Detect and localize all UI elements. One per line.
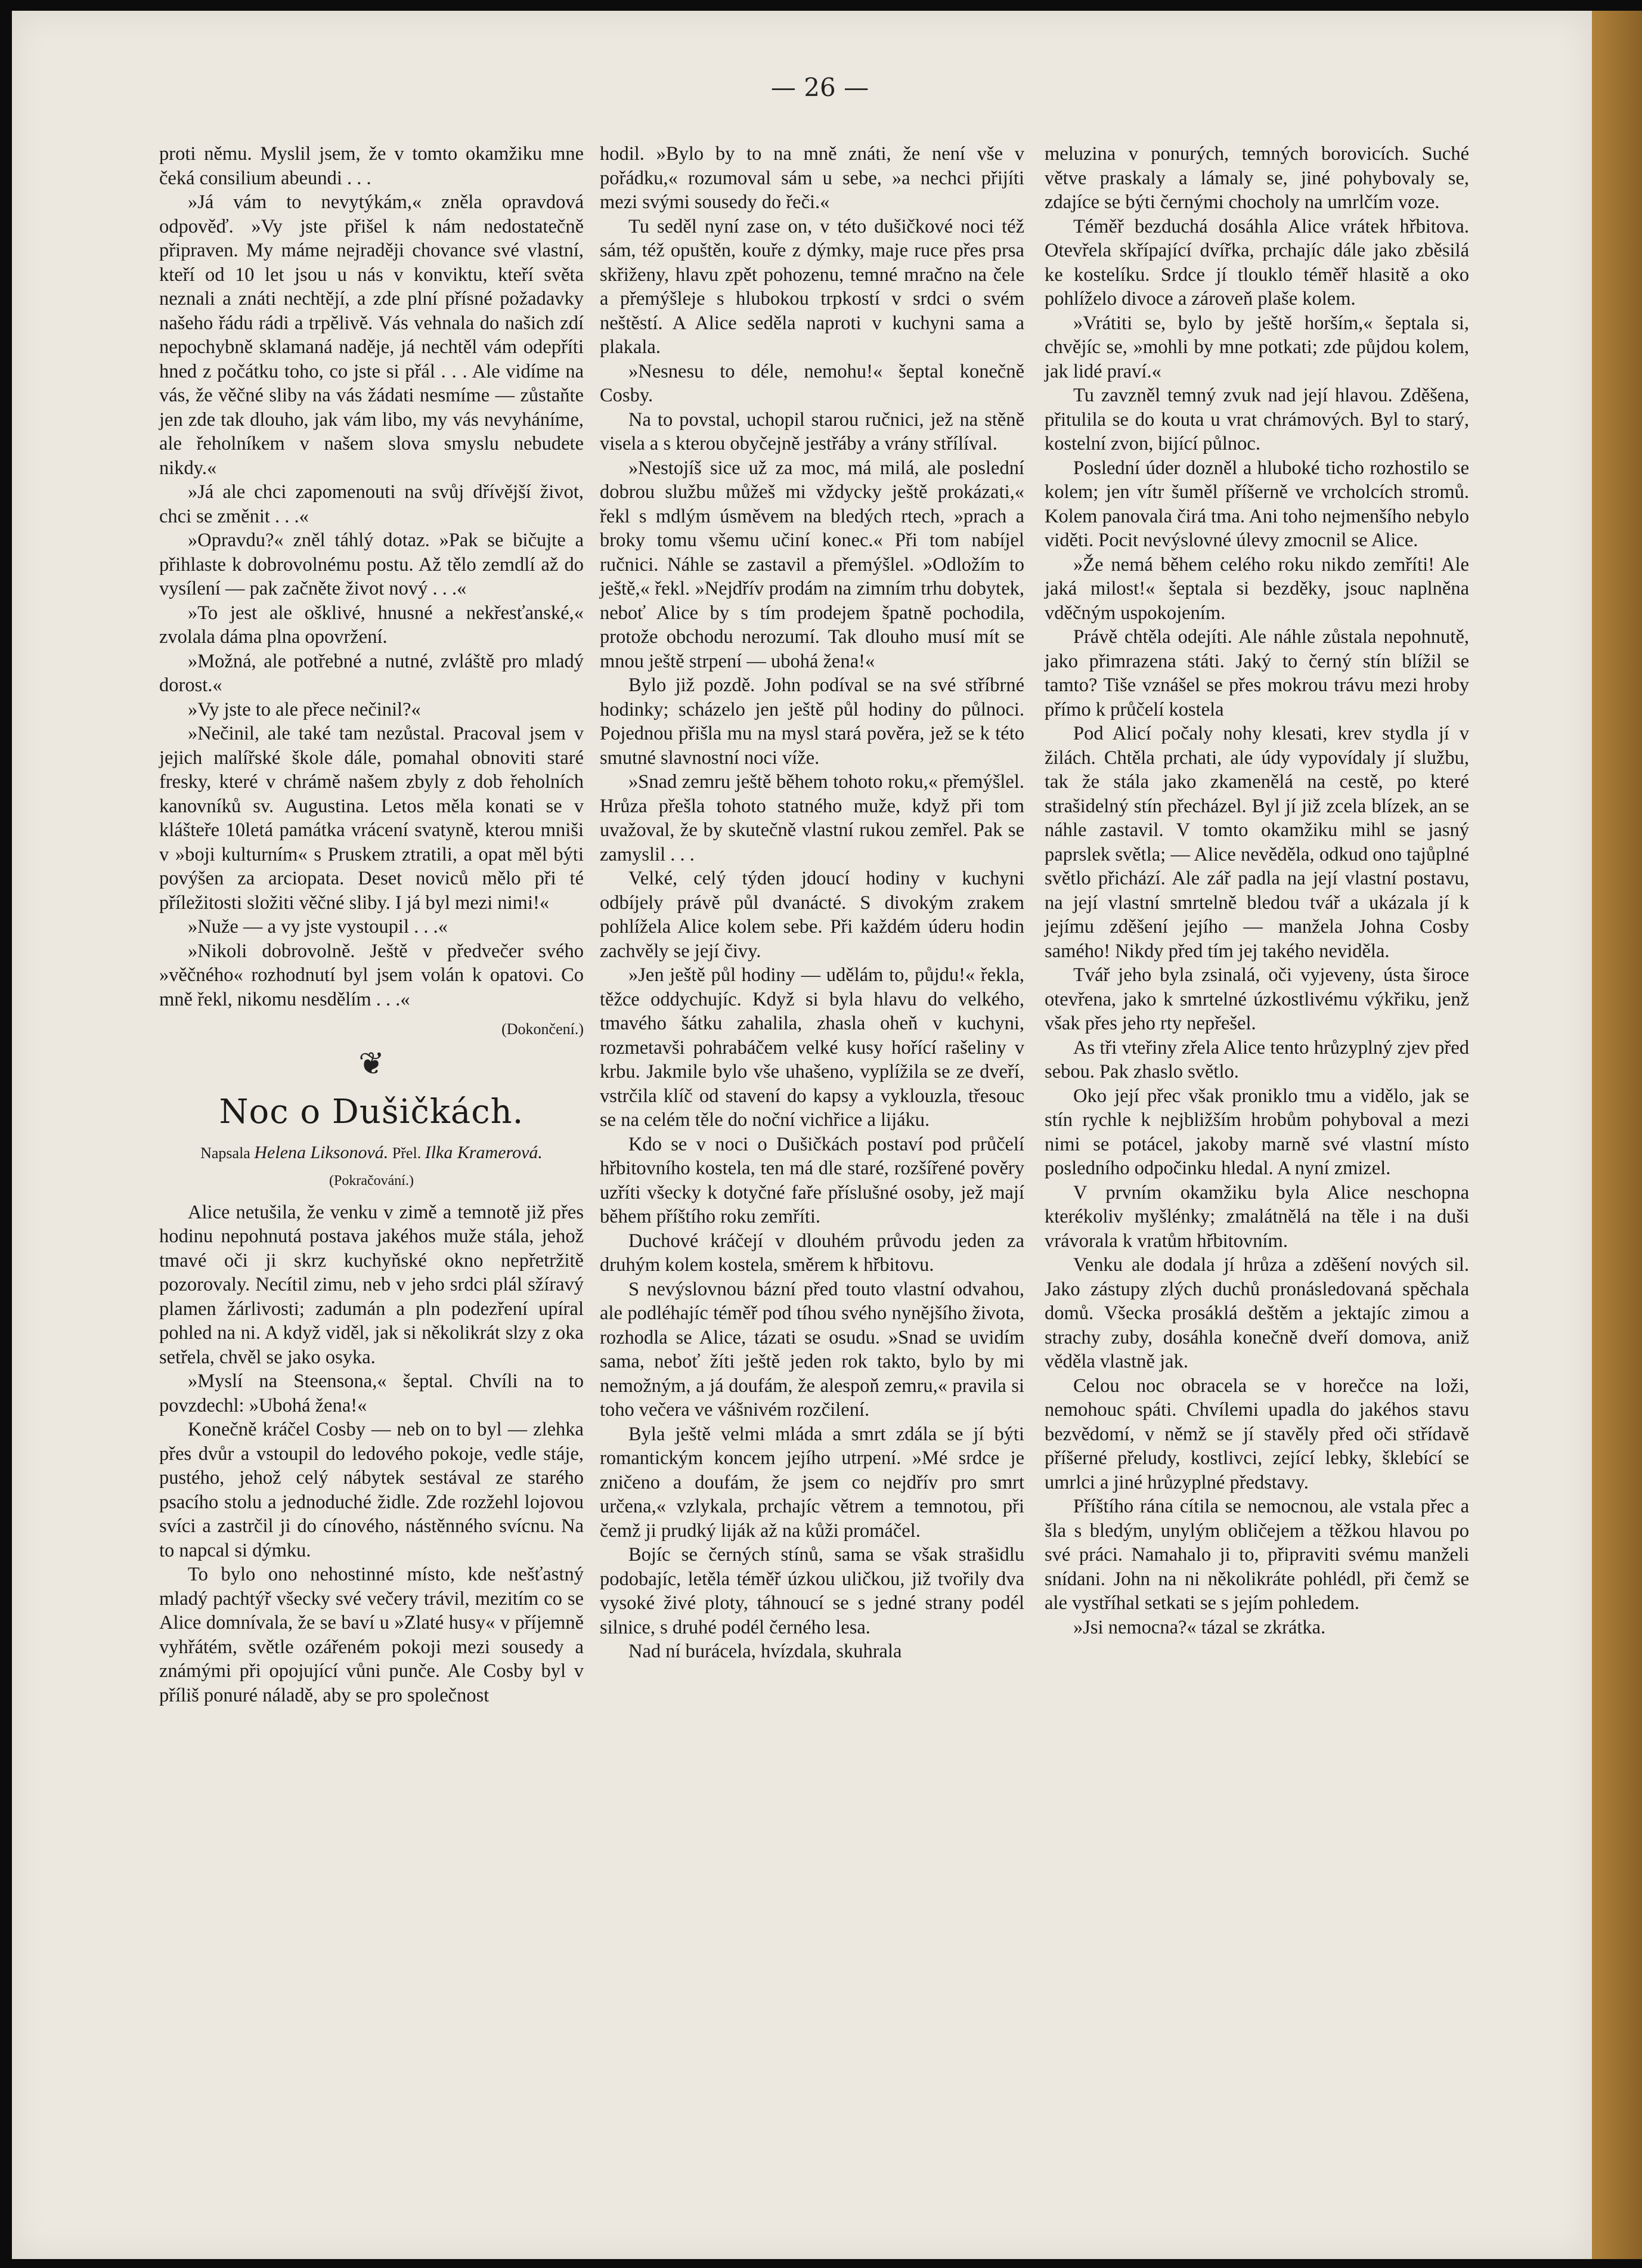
- paragraph: proti němu. Myslil jsem, že v tomto okamžiku mne čeká consilium abeundi . . .: [159, 143, 584, 189]
- paragraph: Celou noc obracela se v horečce na loži, nemohouc spáti. Chvílemi upadla do jakéhos stavu bezvědomí, v němž se jí stavěly před oči střídavě příšerné přeludy, kostlivci, zející lebky, šklebící se umrlci a jiné hrůzyplné představy.: [1045, 1375, 1469, 1493]
- paragraph: »Nečinil, ale také tam nezůstal. Pracoval jsem v jejich malířské škole dále, pomahal obnoviti staré fresky, které v chrámě našem zbyly z dob řeholních kanovníků sv. Augustina. Letos měla konati se v klášteře 10letá památka vrácení svatyně, kterou mniši v »boji kulturním« s Pruskem ztratili, a opat měl býti povýšen za arciopata. Deset noviců mělo při té příležitosti složiti věčné sliby. I já byl mezi nimi!«: [159, 723, 584, 914]
- paragraph: S nevýslovnou bázní před touto vlastní odvahou, ale podléhajíc téměř pod tíhou svého nynějšího života, rozhodla se Alice, tázati se osudu. »Snad se uvidím sama, neboť žíti ještě jeden rok takto, bylo by mi nemožným, a já doufám, že alespoň zemru,« pravila si toho večera ve vášnivém rozčilení.: [600, 1278, 1024, 1421]
- paragraph: Alice netušila, že venku v zimě a temnotě již přes hodinu nepohnutá postava jakéhos muže stála, jehož tmavé oči ji skrz kuchyňské okno nepřetržitě pozorovaly. Necítil zimu, neb v jeho srdci plál sžíravý plamen žárlivosti; zadumán a pln podezření upíral pohled na ni. A když viděl, jak si několikrát slzy z oka setřela, chvěl se jako osyka.: [159, 1201, 584, 1368]
- paragraph: »Myslí na Steensona,« šeptal. Chvíli na to povzdechl: »Ubohá žena!«: [159, 1370, 584, 1416]
- paragraph: »Nikoli dobrovolně. Ještě v předvečer svého »věčného« rozhodnutí byl jsem volán k opatovi. Co mně řekl, nikomu nesdělím . . .«: [159, 940, 584, 1010]
- author-name: Helena Liksonová.: [254, 1143, 389, 1162]
- paragraph: »Já ale chci zapomenouti na svůj dřívější život, chci se změnit . . .«: [159, 481, 584, 527]
- paragraph: »Možná, ale potřebné a nutné, zvláště pro mladý dorost.«: [159, 650, 584, 696]
- paragraph: »Nesnesu to déle, nemohu!« šeptal konečně Cosby.: [600, 360, 1024, 406]
- paragraph: V prvním okamžiku byla Alice neschopna kterékoliv myšlénky; zmalátnělá na těle i na duši vrávorala k vratům hřbitovním.: [1045, 1181, 1469, 1252]
- paragraph: Nad ní burácela, hvízdala, skuhrala: [628, 1641, 902, 1662]
- paragraph: Byla ještě velmi mláda a smrt zdála se jí býti romantickým koncem jejího utrpení. »Mé srdce je zničeno a doufám, že jsem co nejdřív pro smrt určena,« vzlykala, prchajíc větrem a temnotou, při čemž ji prudký liják až na kůži promáčel.: [600, 1423, 1024, 1542]
- paragraph: Tvář jeho byla zsinalá, oči vyjeveny, ústa široce otevřena, jako k smrtelné úzkostlivému výkřiku, jenž však přes jeho rty nepřešel.: [1045, 964, 1469, 1034]
- paragraph: meluzina v ponurých, temných borovicích. Suché větve praskaly a lámaly se, jiné pohybovaly se, zdajíce se býti černými chocholy na umrlčím voze.: [1045, 143, 1469, 213]
- byline: [159, 1142, 584, 1164]
- paragraph: »Že nemá během celého roku nikdo zemříti! Ale jaká milost!« šeptala si bezděky, jsouc naplněna vděčným uspokojením.: [1045, 553, 1469, 624]
- paragraph: »Vy jste to ale přece nečinil?«: [188, 698, 421, 720]
- paragraph: »Vrátiti se, bylo by ještě horším,« šeptala si, chvějíc se, »mohli by mne potkati; zde půjdou kolem, jak lidé praví.«: [1045, 312, 1469, 382]
- paragraph: Pod Alicí počaly nohy klesati, krev stydla jí v žilách. Chtěla prchati, ale údy vypovídaly jí službu, tak že stála jako zkamenělá na cestě, po které strašidelný stín přecházel. Byl jí již zcela blízek, an se náhle zastavil. V tomto okamžiku mihl se jasný paprslek světla; — Alice nevěděla, odkud ono tajůplné světlo přichází. Ale zář padla na její vlastní postavu, na její vlastní smrtelně bledou tvář a ukázala jí k jejímu zděšení jejího — manžela Johna Cosby samého! Nikdy před tím jej takého neviděla.: [1045, 723, 1469, 962]
- paragraph: Bylo již pozdě. John podíval se na své stříbrné hodinky; scházelo jen ještě půl hodiny do půlnoci. Pojednou přišla mu na mysl stará pověra, jež se k této smutné slavnostní noci víže.: [600, 674, 1024, 769]
- byline-translation: Přel.: [392, 1144, 422, 1162]
- paragraph: hodil. »Bylo by to na mně znáti, že není vše v pořádku,« rozumoval sám u sebe, »a nechci přijíti mezi svými sousedy do řeči.«: [600, 143, 1024, 213]
- paragraph: Téměř bezduchá dosáhla Alice vrátek hřbitova. Otevřela skřípající dvířka, prchajíc dále jako zběsilá ke kostelíku. Srdce jí tlouklo téměř hlasitě a oko pohlíželo divoce a zároveň plaše kolem.: [1045, 215, 1469, 310]
- paragraph: Tu seděl nyní zase on, v této dušičkové noci též sám, též opuštěn, kouře z dýmky, maje ruce přes prsa skřiženy, hlavu zpět pohozenu, temné mračno na čele a přemýšleje s hlubokou trpkostí v srdci o svém neštěstí. A Alice seděla naproti v kuchyni sama a plakala.: [600, 215, 1024, 358]
- paragraph: »To jest ale ošklivé, hnusné a nekřesťanské,« zvolala dáma plna opovržení.: [159, 602, 584, 648]
- paragraph: »Snad zemru ještě během tohoto roku,« přemýšlel. Hrůza přešla tohoto statného muže, když při tom uvažoval, že by skutečně vlastní rukou zemřel. Pak se zamyslil . . .: [600, 771, 1024, 865]
- story-title: Noc o Dušičkách.: [219, 1093, 524, 1131]
- byline-prefix: Napsala: [200, 1144, 250, 1162]
- translator-name: Ilka Kramerová.: [425, 1143, 543, 1162]
- paragraph: Velké, celý týden jdoucí hodiny v kuchyni odbíjely právě půl dvanácté. S divokým zrakem pohlížela Alice kolem sebe. Při každém úderu hodin zachvěly se její čivy.: [600, 868, 1024, 962]
- paragraph: »Nuže — a vy jste vystoupil . . .«: [188, 916, 448, 937]
- paragraph: Duchové kráčejí v dlouhém průvodu jeden za druhým kolem kostela, směrem k hřbitovu.: [600, 1230, 1024, 1276]
- paragraph: Venku ale dodala jí hrůza a zděšení nových sil. Jako zástupy zlých duchů pronásledovaná spěchala domů. Všecka prosáklá deštěm a jektajíc zimou a strachy zuby, dosáhla konečně dveří domova, aniž věděla vlastně jak.: [1045, 1254, 1469, 1372]
- paragraph: Na to povstal, uchopil starou ručnici, jež na stěně visela a s kterou obyčejně jestřáby a vrány střílíval.: [600, 409, 1024, 454]
- column-2: [600, 142, 1024, 1664]
- paragraph: Právě chtěla odejíti. Ale náhle zůstala nepohnutě, jako přimrazena státi. Jaký to černý stín blížil se tamto? Tiše vznášel se přes mokrou trávu mezi hroby přímo k průčelí kostela: [1045, 626, 1469, 720]
- continuation-mark: (Pokračování.): [329, 1173, 414, 1189]
- paragraph: Bojíc se černých stínů, sama se však strašidlu podobajíc, letěla téměř úzkou uličkou, již tvořily dva vysoké živé ploty, táhnoucí se s jedné strany podél silnice, s druhé podél černého lesa.: [600, 1544, 1024, 1638]
- paragraph: Konečně kráčel Cosby — neb on to byl — zlehka přes dvůr a vstoupil do ledového pokoje, vedle stáje, pustého, jehož celý nábytek sestával ze starého psacího stolu a jednoduché židle. Zde rozžehl lojovou svíci a zastrčil ji do cínového, nástěnného svícnu. Na to napcal si dýmku.: [159, 1419, 584, 1561]
- column-3: [1045, 142, 1469, 1639]
- page-number: — 26 —: [770, 73, 869, 102]
- paragraph: As tři vteřiny zřela Alice tento hrůzyplný zjev před sebou. Pak zhaslo světlo.: [1045, 1036, 1469, 1082]
- continuation-note: (Dokončení.): [501, 1020, 584, 1038]
- paragraph: »Jen ještě půl hodiny — udělám to, půjdu!« řekla, těžce oddychujíc. Když si byla hlavu do velkého, tmavého šátku zahalila, zhasla oheň v kuchyni, rozmetavši pohrabáčem velké kusy hořící rašeliny v krbu. Jakmile bylo vše uhašeno, vyplížila se ze dveří, vstrčila klíč od stavení do kapsy a vyklouzla, třesouc se na celém těle do noční vichřice a lijáku.: [600, 964, 1024, 1131]
- paragraph: »Opravdu?« zněl táhlý dotaz. »Pak se bičujte a přihlaste k dobrovolnému postu. Až tělo zemdlí až do vysílení — pak začněte život nový . . .«: [159, 530, 584, 599]
- paragraph: »Jsi nemocna?« tázal se zkrátka.: [1073, 1616, 1326, 1638]
- paragraph: Kdo se v noci o Dušičkách postaví pod průčelí hřbitovního kostela, ten má dle staré, rozšířené pověry uzříti všecky k dotyčné faře příslušné osoby, jež mají během příštího roku zemříti.: [600, 1133, 1024, 1227]
- paragraph: »Já vám to nevytýkám,« zněla opravdová odpověď. »Vy jste přišel k nám nedostatečně připraven. My máme nejraději chovance své vlastní, kteří od 10 let jsou u nás v konviktu, kteří světa neznali a znáti nechtějí, a zde plní přísné požadavky našeho řádu rádi a trpělivě. Vás vehnala do našich zdí nepochybně sklamaná naděje, já nechtěl vám odepříti hned z počátku toho, co jste si přál . . . Ale vidíme na vás, že věčné sliby na vás žádati nesmíme — zůstaňte jen zde tak dlouho, jak vám libo, my vás nevyháníme, ale řeholníkem v našem slova smyslu nebudete nikdy.«: [159, 191, 584, 479]
- paragraph: To bylo ono nehostinné místo, kde nešťastný mladý pachtýř všecky své večery trávil, mezitím co se Alice domnívala, že se baví u »Zlaté husy« v příjemně vyhřátém, světle ozářeném pokoji mezi sousedy a známými při opojující vůni punče. Ale Cosby byl v příliš ponuré náladě, aby se pro společnost: [159, 1564, 584, 1706]
- paragraph: Oko její přec však proniklo tmu a vidělo, jak se stín rychle k nejbližším hrobům pohyboval a mezi nimi se potácel, jakoby marně své vlastní místo posledního odpočinku hledal. A nyní zmizel.: [1045, 1085, 1469, 1179]
- paragraph: Příštího rána cítila se nemocnou, ale vstala přec a šla s bledým, unylým obličejem a těžkou hlavou po své práci. Namahalo ji to, připraviti svému manželi snídani. John na ni několikráte pohlédl, při čemž se ale vystříhal setkati se s jejím pohledem.: [1045, 1496, 1469, 1614]
- paragraph: Tu zavzněl temný zvuk nad její hlavou. Zděšena, přitulila se do kouta u vrat chrámových. Byl to starý, kostelní zvon, bijící půlnoc.: [1045, 385, 1469, 454]
- fleuron-ornament-icon: ❦: [358, 1047, 385, 1081]
- paragraph: Poslední úder dozněl a hluboké ticho rozhostilo se kolem; jen vítr šuměl příšerně ve vrcholcích stromů. Kolem panovala čirá tma. Ani toho nejmenšího nebylo viděti. Pocit nevýslovné úlevy zmocnil se Alice.: [1045, 457, 1469, 551]
- paragraph: »Nestojíš sice už za moc, má milá, ale poslední dobrou službu můžeš mi vždycky ještě prokázati,« řekl s mdlým úsměvem na bledých rtech, »prach a broky tomu všemu učiní konec.« Při tom nabíjel ručnici. Náhle se zastavil a přemýšlel. »Odložím to ještě,« řekl. »Nejdřív prodám na zimním trhu dobytek, neboť Alice by s tím prodejem špatně pochodila, protože obchodu nerozumí. Tak dlouho musí mít se mnou ještě strpení — ubohá žena!«: [600, 457, 1024, 672]
- column-1: [159, 142, 584, 1707]
